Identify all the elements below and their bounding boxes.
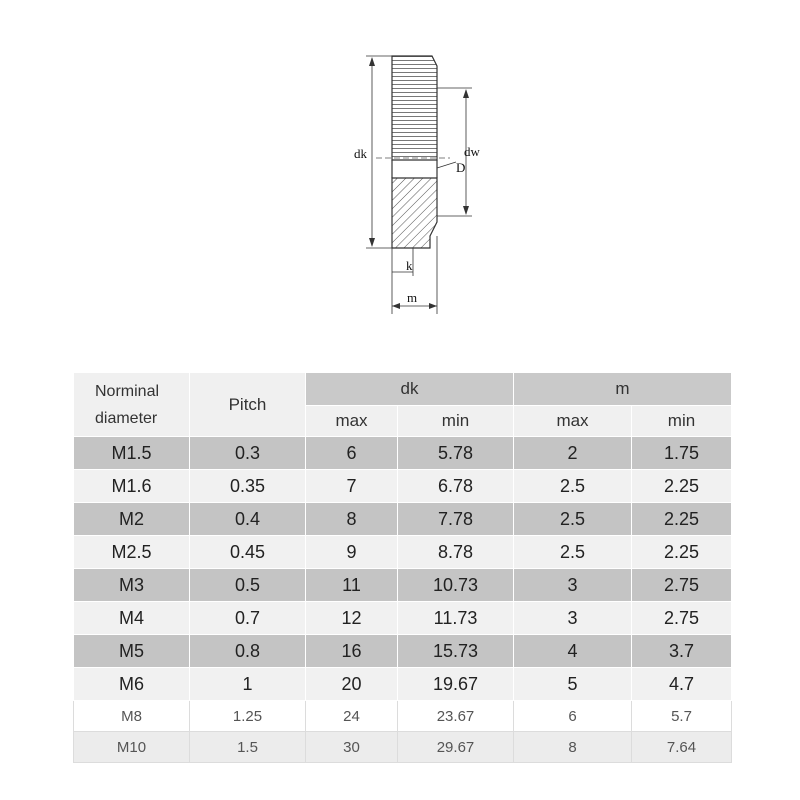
cell-m-max: 2 — [514, 437, 632, 470]
cell-m-min: 4.7 — [632, 668, 732, 701]
cell-dk-min: 10.73 — [398, 569, 514, 602]
d-label: D — [456, 160, 466, 175]
header-m: m — [514, 373, 732, 406]
cell-m-max: 8 — [514, 732, 632, 763]
cell-m-min: 7.64 — [632, 732, 732, 763]
cell-dk-min: 29.67 — [398, 732, 514, 763]
cell-dk-max: 9 — [306, 536, 398, 569]
size-spec-table — [73, 372, 732, 763]
knurled-nut-drawing — [340, 40, 500, 320]
cell-nominal: M5 — [74, 635, 190, 668]
cell-dk-min: 19.67 — [398, 668, 514, 701]
cell-pitch: 0.3 — [190, 437, 306, 470]
cell-m-min: 5.7 — [632, 701, 732, 732]
header-dk: dk — [306, 373, 514, 406]
cell-m-min: 1.75 — [632, 437, 732, 470]
cell-m-max: 6 — [514, 701, 632, 732]
cell-m-max: 3 — [514, 569, 632, 602]
cell-nominal: M8 — [74, 701, 190, 732]
table-row — [74, 536, 732, 569]
dk-label: dk — [354, 146, 367, 161]
table-row — [74, 437, 732, 470]
cell-m-min: 2.25 — [632, 536, 732, 569]
table-row — [74, 503, 732, 536]
cell-nominal: M10 — [74, 732, 190, 763]
header-nominal-diameter — [74, 373, 190, 437]
cell-dk-max: 8 — [306, 503, 398, 536]
header-dk-min: min — [398, 406, 514, 437]
table-row — [74, 635, 732, 668]
m-label: m — [407, 290, 418, 305]
cell-m-min: 2.75 — [632, 602, 732, 635]
cell-pitch: 0.35 — [190, 470, 306, 503]
header-m-min: min — [632, 406, 732, 437]
dw-label: dw — [464, 144, 480, 159]
cell-nominal: M3 — [74, 569, 190, 602]
cell-pitch: 1.5 — [190, 732, 306, 763]
cell-pitch: 0.7 — [190, 602, 306, 635]
cell-pitch: 1.25 — [190, 701, 306, 732]
cell-pitch: 1 — [190, 668, 306, 701]
cell-pitch: 0.5 — [190, 569, 306, 602]
cell-dk-min: 5.78 — [398, 437, 514, 470]
k-label: k — [406, 258, 413, 273]
cell-dk-min: 7.78 — [398, 503, 514, 536]
table-row — [74, 732, 732, 763]
cell-dk-max: 7 — [306, 470, 398, 503]
header-nominal-line2: diameter — [95, 409, 158, 427]
cell-nominal: M2.5 — [74, 536, 190, 569]
cell-dk-min: 11.73 — [398, 602, 514, 635]
cell-dk-max: 24 — [306, 701, 398, 732]
cell-dk-max: 16 — [306, 635, 398, 668]
cell-pitch: 0.4 — [190, 503, 306, 536]
cell-nominal: M2 — [74, 503, 190, 536]
cell-m-max: 2.5 — [514, 503, 632, 536]
cell-pitch: 0.45 — [190, 536, 306, 569]
table-row — [74, 701, 732, 732]
table-row — [74, 569, 732, 602]
cell-m-max: 4 — [514, 635, 632, 668]
cell-pitch: 0.8 — [190, 635, 306, 668]
cell-dk-min: 8.78 — [398, 536, 514, 569]
table-row — [74, 668, 732, 701]
cell-m-min: 2.75 — [632, 569, 732, 602]
cell-nominal: M1.5 — [74, 437, 190, 470]
cell-dk-max: 6 — [306, 437, 398, 470]
table-row — [74, 470, 732, 503]
cell-dk-min: 23.67 — [398, 701, 514, 732]
cell-nominal: M4 — [74, 602, 190, 635]
cell-dk-min: 6.78 — [398, 470, 514, 503]
nut-cross-section-diagram — [340, 40, 500, 320]
cell-m-max: 2.5 — [514, 470, 632, 503]
hatched-section — [392, 178, 437, 248]
cell-m-max: 3 — [514, 602, 632, 635]
cell-m-max: 2.5 — [514, 536, 632, 569]
cell-dk-max: 30 — [306, 732, 398, 763]
cell-dk-min: 15.73 — [398, 635, 514, 668]
knurled-section — [392, 56, 437, 160]
cell-m-min: 2.25 — [632, 503, 732, 536]
header-pitch: Pitch — [190, 373, 306, 437]
table-row — [74, 602, 732, 635]
header-dk-max: max — [306, 406, 398, 437]
cell-nominal: M1.6 — [74, 470, 190, 503]
cell-m-max: 5 — [514, 668, 632, 701]
cell-nominal: M6 — [74, 668, 190, 701]
cell-m-min: 2.25 — [632, 470, 732, 503]
header-nominal-line1: Norminal — [95, 382, 160, 400]
header-m-max: max — [514, 406, 632, 437]
cell-dk-max: 20 — [306, 668, 398, 701]
cell-m-min: 3.7 — [632, 635, 732, 668]
cell-dk-max: 11 — [306, 569, 398, 602]
cell-dk-max: 12 — [306, 602, 398, 635]
